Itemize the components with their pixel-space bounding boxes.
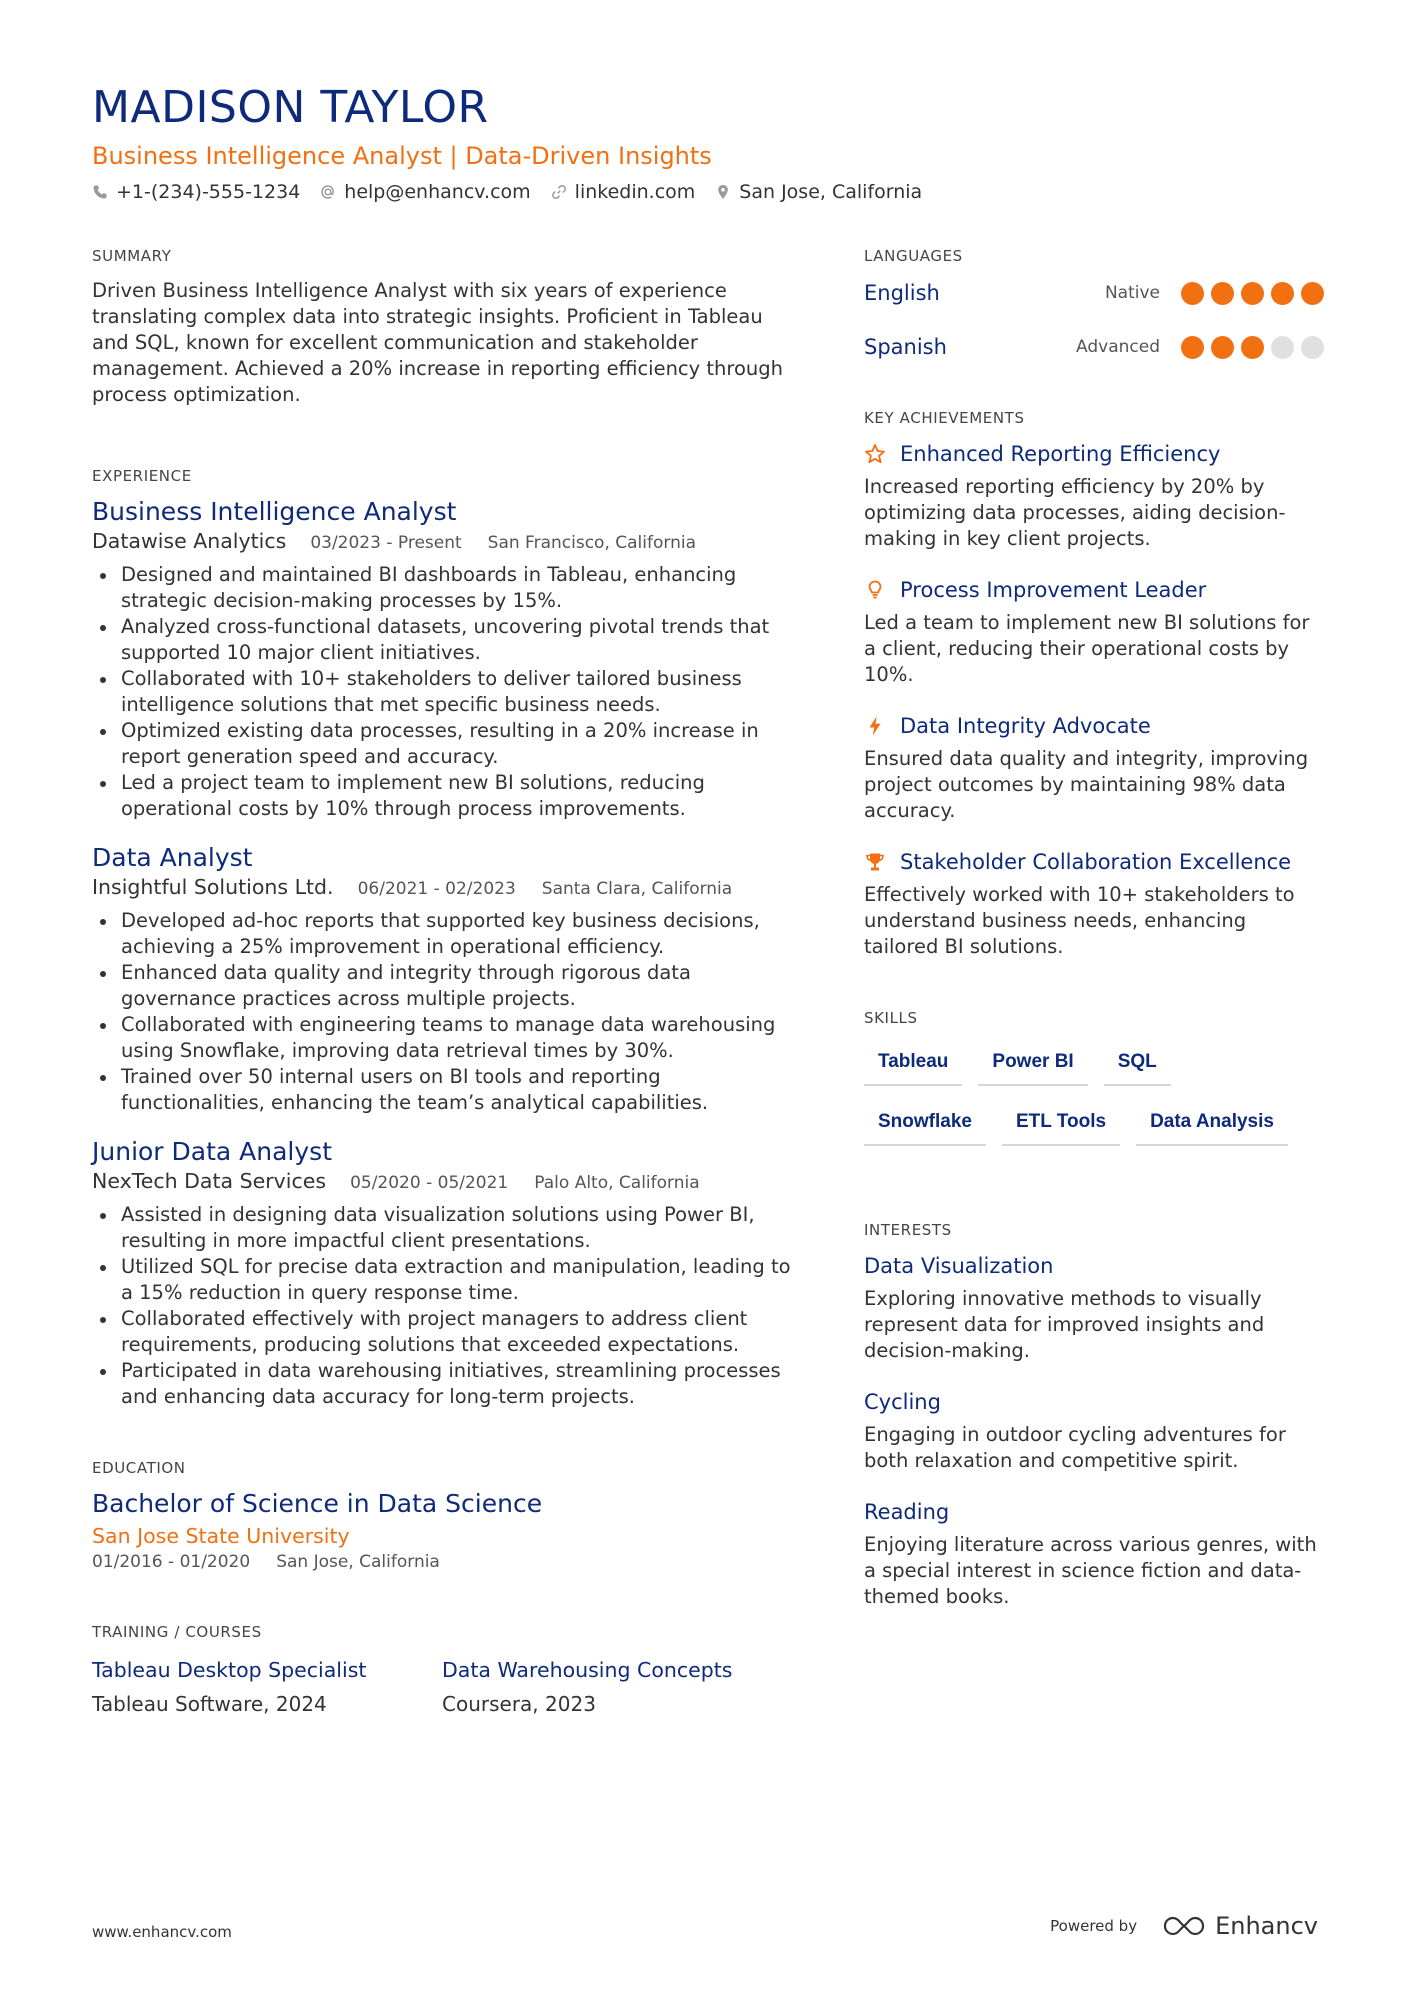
contact-email[interactable] [320, 178, 530, 206]
languages-section [864, 246, 1324, 362]
course-list [92, 1656, 792, 1718]
job-entry [92, 496, 792, 822]
education-school: San Jose State University [92, 1524, 350, 1548]
experience-heading: EXPERIENCE [92, 467, 192, 485]
job-bullet: Participated in data warehousing initiatives, streamlining processes and enhancing data accuracy for long-term projects. [92, 1358, 792, 1410]
job-bullet: Developed ad-hoc reports that supported key business decisions, achieving a 25% improvement in operational efficiency. [92, 908, 792, 960]
location-text: San Jose, California [739, 181, 923, 203]
summary-section [92, 246, 792, 408]
course-provider: Coursera, 2023 [442, 1692, 596, 1716]
rating-dot-filled [1301, 282, 1324, 305]
job-dates: 06/2021 - 02/2023 [357, 879, 516, 899]
education-meta [92, 1550, 792, 1574]
course-provider: Tableau Software, 2024 [92, 1692, 327, 1716]
interest-desc: Exploring innovative methods to visually represent data for improved insights and decision-making. [864, 1287, 1265, 1362]
rating-dot-empty [1271, 336, 1294, 359]
job-location: Palo Alto, California [534, 1173, 700, 1193]
interest-item [864, 1498, 1324, 1610]
interest-desc: Enjoying literature across various genres, with a special interest in science fiction and data-themed books. [864, 1533, 1317, 1608]
language-name: English [864, 281, 940, 305]
rating-dot-filled [1241, 282, 1264, 305]
link-icon [551, 184, 567, 200]
phone-text: +1-(234)-555-1234 [116, 181, 301, 203]
rating-dot-filled [1241, 336, 1264, 359]
achievement-item [864, 712, 1324, 824]
skill-list [864, 1042, 1324, 1162]
job-bullet: Trained over 50 internal users on BI tools and reporting functionalities, enhancing the team’s analytical capabilities. [92, 1064, 792, 1116]
star-icon [864, 443, 886, 465]
job-bullet: Collaborated effectively with project managers to address client requirements, producing solutions that exceeded expectations. [92, 1306, 792, 1358]
job-entry [92, 1136, 792, 1410]
job-meta [92, 528, 792, 556]
language-name: Spanish [864, 335, 947, 359]
achievement-item [864, 440, 1324, 552]
interest-title: Data Visualization [864, 1254, 1054, 1278]
training-heading: TRAINING / COURSES [92, 1623, 262, 1641]
achievement-desc: Ensured data quality and integrity, improving project outcomes by maintaining 98% data accuracy. [864, 747, 1309, 822]
interests-section [864, 1220, 1324, 1610]
job-bullet: Led a project team to implement new BI solutions, reducing operational costs by 10% through process improvements. [92, 770, 792, 822]
job-dates: 05/2020 - 05/2021 [350, 1173, 509, 1193]
achievement-head [864, 848, 1324, 876]
job-bullets [92, 1202, 792, 1410]
powered-by-text: Powered by [1050, 1917, 1138, 1935]
right-column [864, 246, 1324, 1610]
education-degree: Bachelor of Science in Data Science [92, 1489, 543, 1518]
course-item [92, 1656, 442, 1718]
education-section [92, 1458, 792, 1574]
left-column [92, 246, 792, 1718]
skill-tag: Power BI [978, 1042, 1087, 1086]
rating-dot-empty [1301, 336, 1324, 359]
job-entry [92, 842, 792, 1116]
footer-branding [1050, 1912, 1318, 1940]
skill-tag: ETL Tools [1002, 1102, 1120, 1146]
job-meta [92, 874, 792, 902]
course-title: Tableau Desktop Specialist [92, 1658, 367, 1682]
achievements-heading: KEY ACHIEVEMENTS [864, 409, 1025, 427]
skill-tag: SQL [1104, 1042, 1171, 1086]
achievement-title: Stakeholder Collaboration Excellence [900, 850, 1292, 874]
enhancv-logo-icon [1161, 1913, 1207, 1939]
language-level: Advanced [1076, 337, 1160, 357]
phone-icon [92, 184, 108, 200]
language-item [864, 332, 1324, 362]
training-section [92, 1622, 792, 1718]
course-title: Data Warehousing Concepts [442, 1658, 733, 1682]
skill-tag: Data Analysis [1136, 1102, 1288, 1146]
achievement-desc: Led a team to implement new BI solutions for a client, reducing their operational costs by 10%. [864, 611, 1310, 686]
achievement-title: Data Integrity Advocate [900, 714, 1151, 738]
rating-dot-filled [1211, 336, 1234, 359]
education-dates: 01/2016 - 01/2020 [92, 1552, 251, 1572]
rating-dots [1174, 282, 1324, 305]
job-dates: 03/2023 - Present [310, 533, 462, 553]
achievement-item [864, 576, 1324, 688]
achievement-title: Process Improvement Leader [900, 578, 1207, 602]
contact-location [715, 178, 922, 206]
achievements-section [864, 408, 1324, 960]
job-bullet: Enhanced data quality and integrity through rigorous data governance practices across multiple projects. [92, 960, 792, 1012]
job-location: Santa Clara, California [541, 879, 733, 899]
course-item [442, 1656, 792, 1718]
contact-phone [92, 178, 300, 206]
achievement-head [864, 440, 1324, 468]
interests-heading: INTERESTS [864, 1221, 952, 1239]
brand-logo[interactable] [1161, 1912, 1318, 1940]
job-title: Data Analyst [92, 843, 253, 872]
lightbulb-icon [864, 579, 886, 601]
achievement-head [864, 712, 1324, 740]
skills-heading: SKILLS [864, 1009, 918, 1027]
email-text[interactable]: help@enhancv.com [344, 181, 531, 203]
job-bullet: Optimized existing data processes, resulting in a 20% increase in report generation speed and accuracy. [92, 718, 792, 770]
summary-text: Driven Business Intelligence Analyst with six years of experience translating complex data into strategic insights. Proficient in Tableau and SQL, known for excellent communication and stakeholder management. Achieved a 20% increase in reporting efficiency through process optimization. [92, 279, 784, 406]
rating-dot-filled [1181, 336, 1204, 359]
rating-dot-filled [1271, 282, 1294, 305]
language-item [864, 278, 1324, 308]
rating-dots [1174, 336, 1324, 359]
footer-website[interactable]: www.enhancv.com [92, 1923, 232, 1941]
summary-heading: SUMMARY [92, 247, 172, 265]
language-level: Native [1104, 283, 1160, 303]
interest-title: Reading [864, 1500, 950, 1524]
job-bullet: Assisted in designing data visualization solutions using Power BI, resulting in more impactful client presentations. [92, 1202, 792, 1254]
trophy-icon [864, 851, 886, 873]
resume-header [92, 80, 1322, 206]
language-proficiency [1105, 282, 1324, 305]
skill-tag: Tableau [864, 1042, 962, 1086]
job-company: Datawise Analytics [92, 529, 287, 553]
job-title: Business Intelligence Analyst [92, 497, 457, 526]
job-location: San Francisco, California [487, 533, 696, 553]
job-bullet: Collaborated with engineering teams to manage data warehousing using Snowflake, improving data retrieval times by 30%. [92, 1012, 792, 1064]
linkedin-text[interactable]: linkedin.com [574, 181, 696, 203]
contact-bar [92, 178, 1322, 206]
job-bullets [92, 562, 792, 822]
skill-tag: Snowflake [864, 1102, 986, 1146]
job-bullet: Collaborated with 10+ stakeholders to deliver tailored business intelligence solutions that met specific business needs. [92, 666, 792, 718]
rating-dot-filled [1211, 282, 1234, 305]
candidate-headline: Business Intelligence Analyst | Data-Driven Insights [92, 142, 712, 170]
rating-dot-filled [1181, 282, 1204, 305]
job-bullet: Analyzed cross-functional datasets, uncovering pivotal trends that supported 10 major client initiatives. [92, 614, 792, 666]
education-heading: EDUCATION [92, 1459, 186, 1477]
achievement-desc: Increased reporting efficiency by 20% by optimizing data processes, aiding decision-making in key client projects. [864, 475, 1286, 550]
at-icon [320, 184, 336, 200]
job-bullet: Utilized SQL for precise data extraction and manipulation, leading to a 15% reduction in query response time. [92, 1254, 792, 1306]
interest-desc: Engaging in outdoor cycling adventures for both relaxation and competitive spirit. [864, 1423, 1286, 1472]
achievement-desc: Effectively worked with 10+ stakeholders to understand business needs, enhancing tailored BI solutions. [864, 883, 1295, 958]
location-pin-icon [715, 184, 731, 200]
job-company: Insightful Solutions Ltd. [92, 875, 334, 899]
candidate-name: MADISON TAYLOR [92, 82, 489, 133]
job-meta [92, 1168, 792, 1196]
achievement-title: Enhanced Reporting Efficiency [900, 442, 1221, 466]
job-company: NexTech Data Services [92, 1169, 327, 1193]
interest-item [864, 1252, 1324, 1364]
languages-heading: LANGUAGES [864, 247, 963, 265]
job-title: Junior Data Analyst [92, 1137, 333, 1166]
job-bullets [92, 908, 792, 1116]
lightning-icon [864, 715, 886, 737]
experience-section [92, 466, 792, 1410]
contact-linkedin[interactable] [551, 178, 696, 206]
achievement-head [864, 576, 1324, 604]
achievement-item [864, 848, 1324, 960]
education-location: San Jose, California [276, 1552, 440, 1572]
skills-section [864, 1008, 1324, 1162]
interest-title: Cycling [864, 1390, 941, 1414]
interest-item [864, 1388, 1324, 1474]
brand-name: Enhancv [1215, 1912, 1318, 1940]
job-bullet: Designed and maintained BI dashboards in Tableau, enhancing strategic decision-making processes by 15%. [92, 562, 792, 614]
language-proficiency [1076, 336, 1324, 359]
